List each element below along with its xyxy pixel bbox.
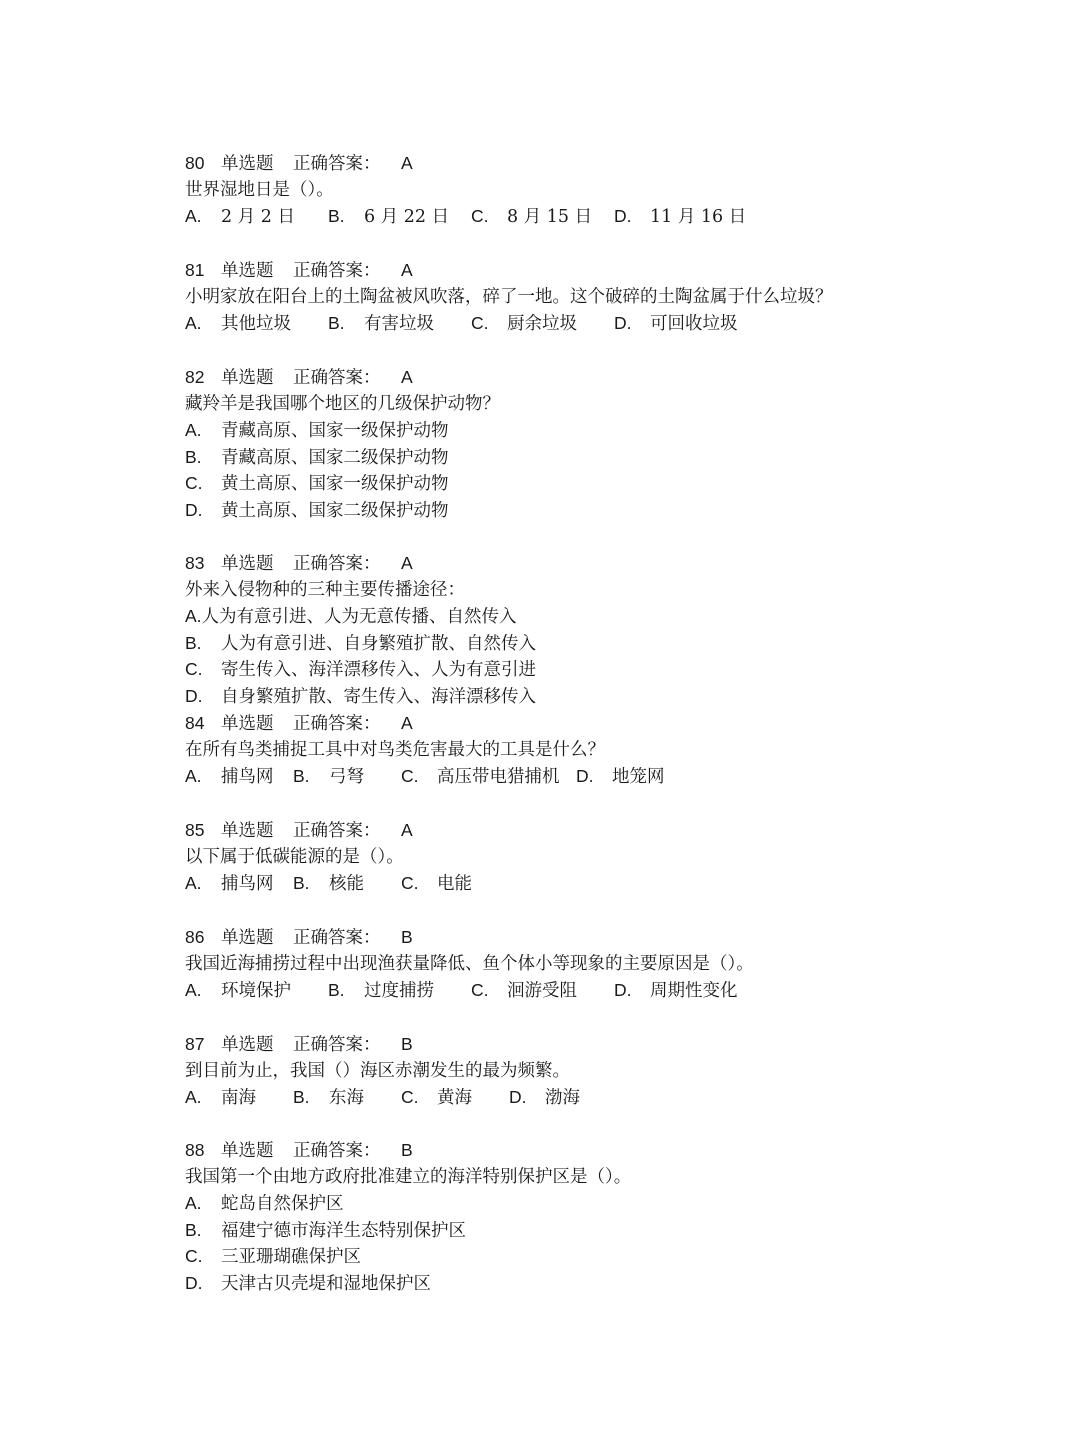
option-b: B. 人为有意引进、自身繁殖扩散、自然传入 bbox=[185, 632, 536, 654]
question-stem: 我国第一个由地方政府批准建立的海洋特别保护区是（）。 bbox=[185, 1166, 632, 1187]
options-row bbox=[185, 1084, 1045, 1111]
option-b: B. 青藏高原、国家二级保护动物 bbox=[185, 446, 449, 468]
question-number: 80 bbox=[185, 153, 205, 173]
question-header bbox=[185, 150, 1045, 177]
option-b: B. 东海 bbox=[293, 1087, 364, 1109]
answer-value: B bbox=[401, 927, 413, 947]
option-a: A. 捕鸟网 bbox=[185, 766, 274, 788]
option-a: A.人为有意引进、人为无意传播、自然传入 bbox=[185, 606, 517, 628]
question-number: 83 bbox=[185, 553, 205, 573]
question-80 bbox=[185, 150, 1045, 230]
option-c: C. 三亚珊瑚礁保护区 bbox=[185, 1246, 361, 1268]
question-header bbox=[185, 710, 1045, 737]
question-number: 82 bbox=[185, 367, 205, 387]
answer-label: 正确答案： bbox=[293, 554, 381, 574]
question-type: 单选题 bbox=[221, 1141, 274, 1161]
question-83 bbox=[185, 550, 1045, 710]
question-82 bbox=[185, 364, 1045, 524]
option-b: B. 核能 bbox=[293, 873, 364, 895]
question-number: 84 bbox=[185, 713, 205, 733]
answer-label: 正确答案： bbox=[293, 261, 381, 281]
option-d: D. 周期性变化 bbox=[614, 980, 738, 1002]
question-stem: 以下属于低碳能源的是（）。 bbox=[185, 846, 404, 867]
option-a: A. 环境保护 bbox=[185, 980, 291, 1002]
question-header bbox=[185, 1137, 1045, 1164]
option-c: C. 洄游受阻 bbox=[471, 980, 577, 1002]
answer-value: A bbox=[401, 367, 413, 387]
question-81 bbox=[185, 257, 1045, 337]
options-row bbox=[185, 203, 1045, 230]
option-a: A. 青藏高原、国家一级保护动物 bbox=[185, 420, 449, 442]
answer-value: A bbox=[401, 153, 413, 173]
option-b: B. 有害垃圾 bbox=[328, 313, 434, 335]
options-row bbox=[185, 870, 1045, 897]
question-stem: 世界湿地日是（）。 bbox=[185, 179, 334, 200]
answer-label: 正确答案： bbox=[293, 1141, 381, 1161]
option-c: C. 黄海 bbox=[401, 1087, 472, 1109]
option-b: B. 过度捕捞 bbox=[328, 980, 434, 1002]
option-c: C. 厨余垃圾 bbox=[471, 313, 577, 335]
question-header bbox=[185, 257, 1045, 284]
question-type: 单选题 bbox=[221, 821, 274, 841]
option-d: D. 地笼网 bbox=[576, 766, 665, 788]
question-87 bbox=[185, 1031, 1045, 1111]
option-c: C. 电能 bbox=[401, 873, 472, 895]
options-row bbox=[185, 977, 1045, 1004]
question-type: 单选题 bbox=[221, 928, 274, 948]
answer-label: 正确答案： bbox=[293, 154, 381, 174]
question-type: 单选题 bbox=[221, 368, 274, 388]
question-type: 单选题 bbox=[221, 554, 274, 574]
option-d: D. 黄土高原、国家二级保护动物 bbox=[185, 499, 449, 521]
answer-label: 正确答案： bbox=[293, 821, 381, 841]
option-d: D. 11 月 16 日 bbox=[614, 206, 747, 228]
answer-label: 正确答案： bbox=[293, 368, 381, 388]
answer-label: 正确答案： bbox=[293, 1035, 381, 1055]
answer-value: B bbox=[401, 1034, 413, 1054]
question-number: 88 bbox=[185, 1140, 205, 1160]
question-header bbox=[185, 817, 1045, 844]
option-b: B. 6 月 22 日 bbox=[328, 206, 450, 228]
answer-value: A bbox=[401, 553, 413, 573]
answer-value: A bbox=[401, 820, 413, 840]
option-d: D. 渤海 bbox=[509, 1087, 580, 1109]
question-stem: 到目前为止，我国（）海区赤潮发生的最为频繁。 bbox=[185, 1060, 570, 1081]
answer-label: 正确答案： bbox=[293, 928, 381, 948]
option-a: A. 捕鸟网 bbox=[185, 873, 274, 895]
option-a: A. 2 月 2 日 bbox=[185, 206, 295, 228]
question-stem: 藏羚羊是我国哪个地区的几级保护动物？ bbox=[185, 393, 500, 414]
question-type: 单选题 bbox=[221, 1035, 274, 1055]
question-86 bbox=[185, 924, 1045, 1004]
option-a: A. 蛇岛自然保护区 bbox=[185, 1193, 344, 1215]
question-type: 单选题 bbox=[221, 714, 274, 734]
question-stem: 在所有鸟类捕捉工具中对鸟类危害最大的工具是什么？ bbox=[185, 739, 605, 760]
question-type: 单选题 bbox=[221, 261, 274, 281]
answer-value: A bbox=[401, 260, 413, 280]
question-85 bbox=[185, 817, 1045, 897]
answer-value: A bbox=[401, 713, 413, 733]
option-c: C. 高压带电猎捕机 bbox=[401, 766, 560, 788]
question-stem: 我国近海捕捞过程中出现渔获量降低、鱼个体小等现象的主要原因是（）。 bbox=[185, 953, 754, 974]
option-a: A. 南海 bbox=[185, 1087, 256, 1109]
question-number: 87 bbox=[185, 1034, 205, 1054]
question-number: 85 bbox=[185, 820, 205, 840]
option-b: B. 弓弩 bbox=[293, 766, 364, 788]
question-stem: 外来入侵物种的三种主要传播途径： bbox=[185, 579, 465, 600]
options-row bbox=[185, 310, 1045, 337]
question-stem: 小明家放在阳台上的土陶盆被风吹落，碎了一地。这个破碎的土陶盆属于什么垃圾？ bbox=[185, 286, 833, 307]
options-row bbox=[185, 763, 1045, 790]
option-a: A. 其他垃圾 bbox=[185, 313, 291, 335]
option-d: D. 可回收垃圾 bbox=[614, 313, 738, 335]
option-d: D. 天津古贝壳堤和湿地保护区 bbox=[185, 1272, 431, 1294]
answer-value: B bbox=[401, 1140, 413, 1160]
question-header bbox=[185, 924, 1045, 951]
option-b: B. 福建宁德市海洋生态特别保护区 bbox=[185, 1219, 466, 1241]
option-d: D. 自身繁殖扩散、寄生传入、海洋漂移传入 bbox=[185, 685, 536, 707]
answer-label: 正确答案： bbox=[293, 714, 381, 734]
option-c: C. 8 月 15 日 bbox=[471, 206, 593, 228]
question-type: 单选题 bbox=[221, 154, 274, 174]
question-number: 81 bbox=[185, 260, 205, 280]
question-header bbox=[185, 550, 1045, 577]
question-88 bbox=[185, 1137, 1045, 1297]
question-number: 86 bbox=[185, 927, 205, 947]
option-c: C. 寄生传入、海洋漂移传入、人为有意引进 bbox=[185, 659, 536, 681]
question-header bbox=[185, 364, 1045, 391]
option-c: C. 黄土高原、国家一级保护动物 bbox=[185, 473, 449, 495]
question-header bbox=[185, 1031, 1045, 1058]
question-84 bbox=[185, 710, 1045, 790]
